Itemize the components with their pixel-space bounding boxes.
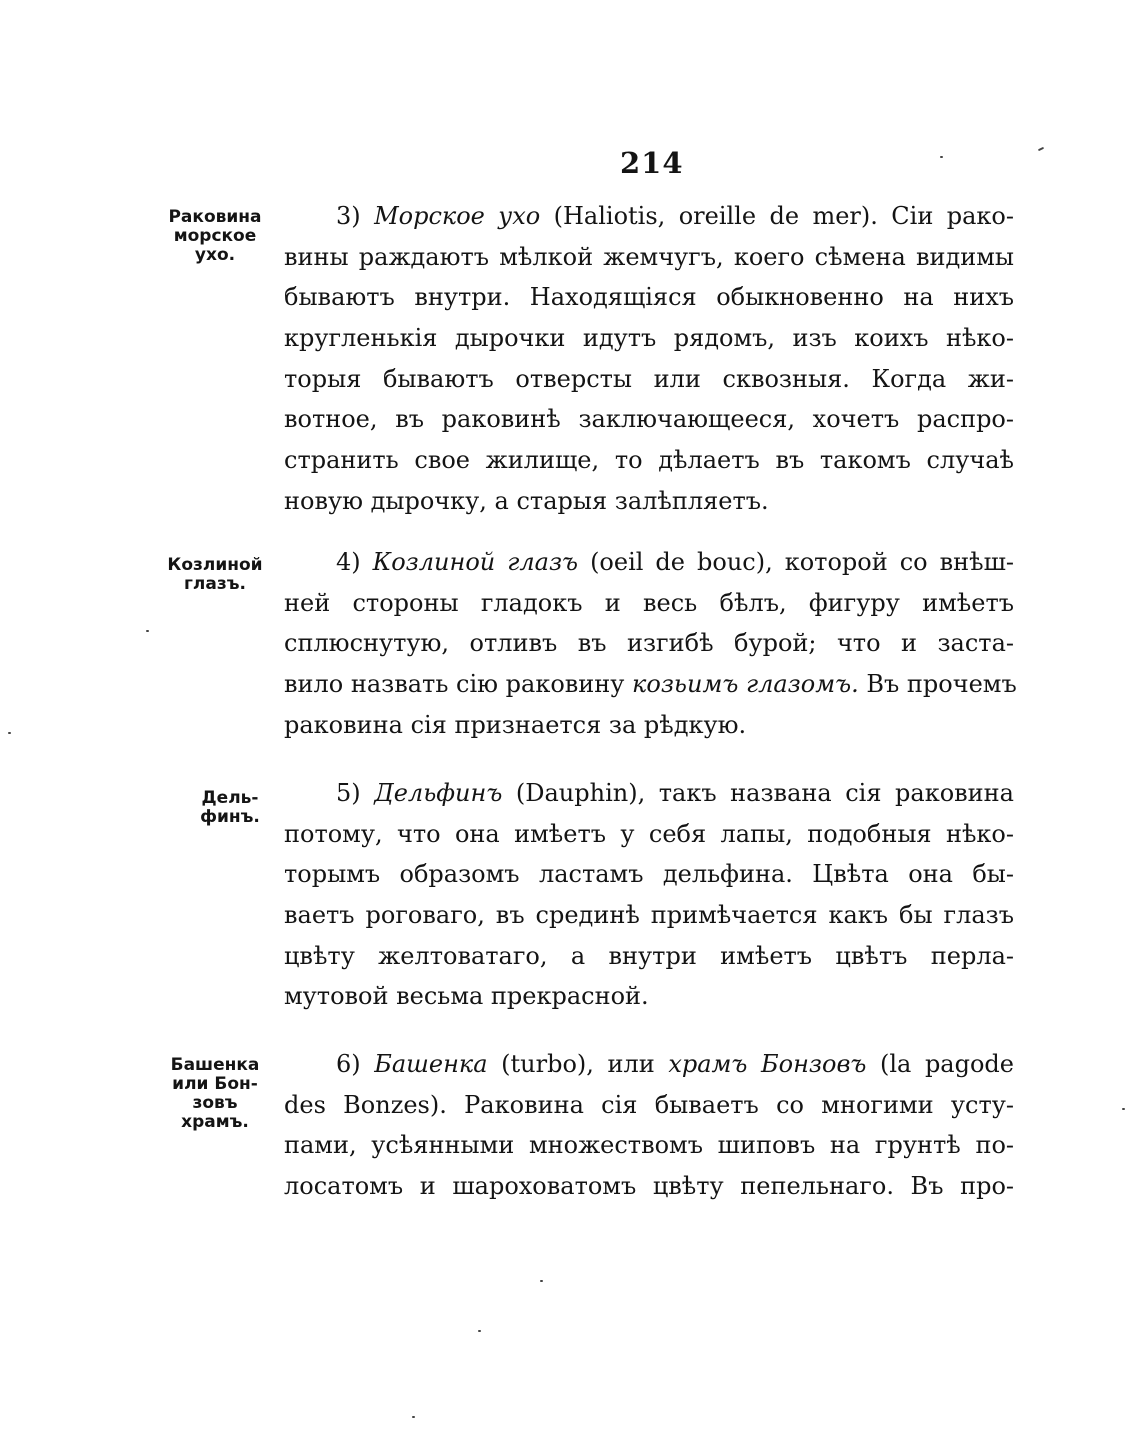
margin-note-line: глазъ. [184, 574, 246, 594]
paragraph-line: кругленькія дырочки идутъ рядомъ, изъ коихъ нѣко- [284, 324, 1014, 353]
paragraph-line: ваетъ роговаго, въ срединѣ примѣчается какъ бы глазъ [284, 901, 1014, 930]
paragraph-line: сплюснутую, отливъ въ изгибѣ бурой; что и заста- [284, 629, 1014, 658]
paragraph [284, 542, 1017, 745]
margin-note-line: зовъ [192, 1093, 238, 1113]
paragraph [284, 773, 1014, 1017]
margin-note-line: ухо. [194, 245, 236, 265]
scan-speck [1122, 1108, 1125, 1110]
scan-speck [146, 630, 149, 632]
scan-speck [8, 732, 11, 734]
paragraph-line: странить свое жилище, то дѣлаетъ въ такомъ случаѣ [284, 446, 1014, 475]
page-number: 214 [620, 146, 684, 180]
margin-note-line: Дель- [201, 788, 259, 808]
margin-note-line: финъ. [200, 807, 260, 827]
paragraph-line: лосатомъ и шароховатомъ цвѣту пепельнаго. Въ про- [284, 1172, 1014, 1201]
margin-note [185, 789, 275, 827]
scan-speck [412, 1416, 415, 1418]
margin-note-line: Раковина [168, 207, 262, 227]
margin-note [160, 556, 270, 594]
margin-note [160, 1056, 270, 1132]
margin-note-line: или Бон- [172, 1074, 258, 1094]
paragraph [284, 1044, 1014, 1207]
paragraph [284, 196, 1014, 522]
scan-speck [540, 1280, 543, 1282]
paragraph-line: 4) Козлиной глазъ (oeil de bouc), которой со внѣш- [336, 548, 1015, 576]
paragraph-line: торыя бываютъ отверсты или сквозныя. Когда жи- [284, 364, 1014, 393]
paragraph-line: ней стороны гладокъ и весь бѣлъ, фигуру имѣетъ [284, 588, 1014, 617]
paragraph-line: торымъ образомъ ластамъ дельфина. Цвѣта она бы- [284, 860, 1014, 889]
paragraph-line: мутовой весьма прекрасной. [284, 982, 649, 1011]
scan-speck [1038, 147, 1044, 151]
scan-speck [940, 156, 943, 158]
paragraph-line: 6) Башенка (turbo), или храмъ Бонзовъ (la pagode [336, 1050, 1014, 1078]
paragraph-line: 3) Морское ухо (Haliotis, oreille de mer). Сіи рако- [336, 202, 1014, 230]
paragraph-line: цвѣту желтоватаго, а внутри имѣетъ цвѣтъ перла- [284, 941, 1014, 970]
paragraph-line: des Bonzes). Раковина сія бываетъ со многими усту- [284, 1090, 1014, 1119]
margin-note-line: морское [173, 226, 257, 246]
paragraph-line: раковина сія признается за рѣдкую. [284, 710, 747, 739]
paragraph-line: бываютъ внутри. Находящіяся обыкновенно на нихъ [284, 283, 1014, 312]
margin-note [160, 208, 270, 265]
paragraph-line: вило назвать сію раковину козьимъ глазомъ. Въ прочемъ [284, 670, 1017, 699]
paragraph-line: 5) Дельфинъ (Dauphin), такъ названа сія раковина [336, 779, 1014, 807]
paragraph-line: пами, усѣянными множествомъ шиповъ на грунтѣ по- [284, 1131, 1014, 1160]
margin-note-line: Башенка [170, 1055, 260, 1075]
scan-speck [478, 1330, 481, 1332]
paragraph-line: вотное, въ раковинѣ заключающееся, хочетъ распро- [284, 405, 1014, 434]
paragraph-line: вины раждаютъ мѣлкой жемчугъ, коего сѣмена видимы [284, 242, 1014, 271]
margin-note-line: Козлиной [167, 555, 263, 575]
margin-note-line: храмъ. [181, 1112, 249, 1132]
paragraph-line: потому, что она имѣетъ у себя лапы, подобныя нѣко- [284, 819, 1014, 848]
paragraph-line: новую дырочку, а старыя залѣпляетъ. [284, 486, 769, 515]
